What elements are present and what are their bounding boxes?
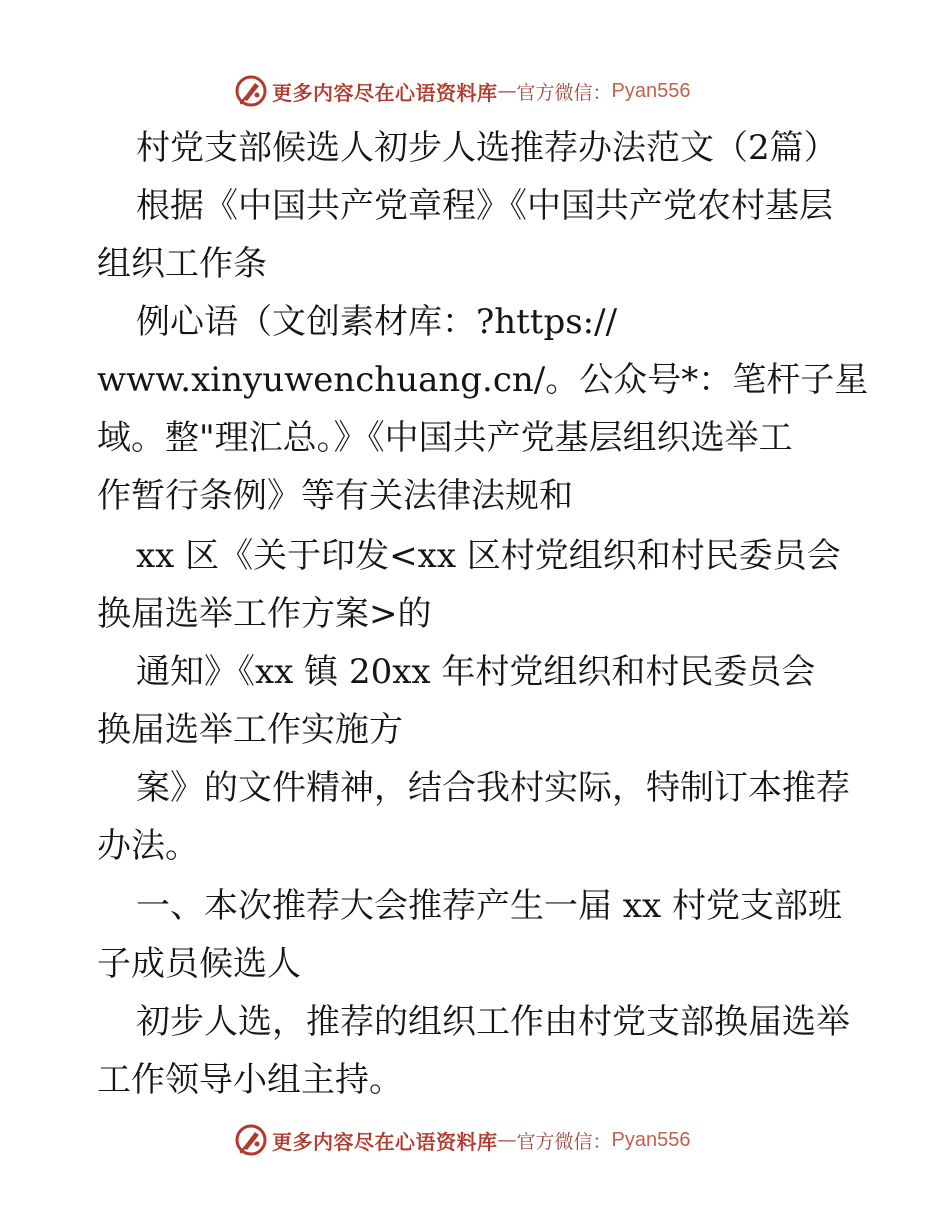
watermark-header — [234, 71, 690, 111]
paragraph-line: 域。整"理汇总。》《中国共产党基层组织选举工 — [97, 418, 793, 458]
watermark-wechat-id: Pyan556 — [611, 79, 691, 102]
watermark-dash: — — [497, 80, 517, 102]
paragraph-line: 工作领导小组主持。 — [97, 1060, 403, 1100]
paragraph-line: 作暂行条例》等有关法律法规和 — [97, 476, 573, 516]
paragraph-line: xx 区《关于印发<xx 区村党组织和村民委员会 — [136, 536, 841, 576]
paragraph-line: 案》的文件精神，结合我村实际，特制订本推荐 — [136, 768, 850, 808]
quill-logo-icon — [234, 1123, 268, 1157]
document-title: 村党支部候选人初步人选推荐办法范文（2篇） — [136, 128, 838, 168]
paragraph-line: www.xinyuwenchuang.cn/。公众号*：笔杆子星 — [97, 360, 869, 400]
watermark-dash: — — [497, 1129, 517, 1151]
paragraph-line: 子成员候选人 — [97, 944, 301, 984]
paragraph-line: 换届选举工作实施方 — [97, 710, 403, 750]
watermark-title: 更多内容尽在心语资料库 — [272, 80, 498, 105]
paragraph-line: 例心语（文创素材库：?https:// — [136, 302, 618, 342]
watermark-wechat-label: 官方微信： — [516, 81, 612, 104]
paragraph-line: 组织工作条 — [97, 244, 267, 284]
quill-logo-icon — [234, 74, 268, 108]
paragraph-line: 换届选举工作方案>的 — [97, 594, 432, 634]
watermark-footer — [234, 1120, 690, 1160]
watermark-title: 更多内容尽在心语资料库 — [272, 1129, 498, 1154]
section-heading: 一、本次推荐大会推荐产生一届 xx 村党支部班 — [136, 886, 842, 926]
paragraph-line: 办法。 — [97, 826, 199, 866]
paragraph-line: 初步人选，推荐的组织工作由村党支部换届选举 — [136, 1002, 850, 1042]
paragraph-line: 通知》《xx 镇 20xx 年村党组织和村民委员会 — [136, 652, 816, 692]
watermark-wechat-label: 官方微信： — [516, 1130, 612, 1153]
paragraph-line: 根据《中国共产党章程》《中国共产党农村基层 — [136, 186, 833, 226]
watermark-wechat-id: Pyan556 — [611, 1128, 691, 1151]
